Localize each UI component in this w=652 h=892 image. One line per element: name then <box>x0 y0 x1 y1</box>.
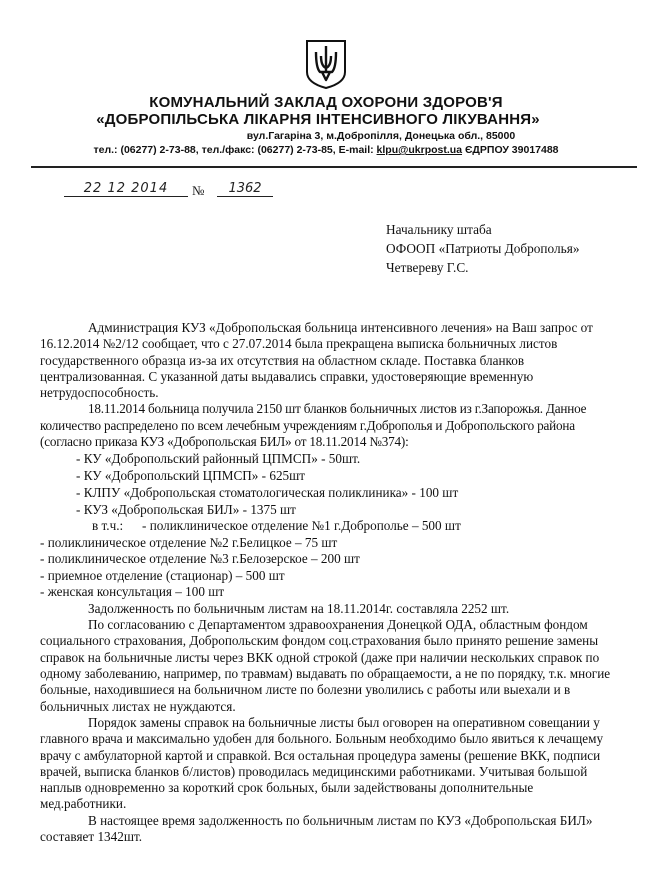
including-label: в т.ч.: <box>92 518 124 534</box>
org-name-line1: КОМУНАЛЬНИЙ ЗАКЛАД ОХОРОНИ ЗДОРОВ'Я <box>149 94 503 111</box>
addressee-line: Начальнику штаба <box>386 222 492 237</box>
org-address: вул.Гагаріна 3, м.Добропілля, Донецька обл., 85000 <box>246 130 516 142</box>
addressee-block <box>386 220 580 277</box>
coat-of-arms-icon <box>304 38 348 90</box>
paragraph: Задолженность по больничным листам на 18.11.2014г. составляла 2252 шт. <box>88 600 510 616</box>
list-item: - КУЗ «Добропольская БИЛ» - 1375 шт <box>76 502 296 518</box>
letter-body <box>40 320 618 845</box>
registration-number: 1362 <box>217 181 273 197</box>
paragraph: В настоящее время задолженность по больничным листам по КУЗ «Добропольская БИЛ» составяет 1342шт. <box>40 812 593 845</box>
sublist-item <box>40 518 618 535</box>
registration-date: 22 12 2014 <box>64 181 188 197</box>
paragraph: Порядок замены справок на больничные листы был оговорен на оперативном совещании у главного врача и максимально удобен для больного. Больным необходимо было явиться к лечащему врачу с амбулаторной картой и справкой. Вся остальная процедура замены (решение ВКК, подписи врачей, выписка бланков б/листов) проводилась медицинскими работниками. Учитывая большой наплыв одновременно за короткий срок больных, были задействованы дополнительные мед.работники. <box>40 714 604 812</box>
paragraph: 18.11.2014 больница получила 2150 шт бланков больничных листов из г.Запорожья. Данное количество распределено по всем лечебным учреждениям г.Доброполья и Добропольского района (согласно приказа КУЗ «Добропольская БИЛ» от 18.11.2014 №374): <box>40 401 587 450</box>
sublist-item: - поликлиническое отделение №2 г.Белицкое – 75 шт <box>40 534 338 550</box>
sublist-item: - поликлиническое отделение №3 г.Белозерское – 200 шт <box>40 551 360 567</box>
sublist-item: - приемное отделение (стационар) – 500 шт <box>40 567 285 583</box>
contacts-phones: тел.: (06277) 2-73-88, тел./факс: (06277) 2-73-85, E-mail: <box>93 144 377 156</box>
registration-number-label: № <box>192 183 205 198</box>
edrpou-code: ЄДРПОУ 39017488 <box>462 144 559 156</box>
email-link[interactable]: klpu@ukrpost.ua <box>376 144 463 156</box>
paragraph: По согласованию с Департаментом здравоохранения Донецкой ОДА, областным фондом социального страхования, Добропольским фондом соц.страхования было принято решение замены справок на больничные листы через ВКК одной строкой (даже при наличии нескольких справок по одному заболеванию, например, по травмам) выдавать по обращаемости, а не по порядку, т.к. многие больные, находившиеся на больничном листе по болезни уволились с работы или выехали и в больничных листах не нуждаются. <box>40 617 611 714</box>
addressee-line: ОФООП «Патриоты Доброполья» <box>386 241 580 256</box>
registration-line <box>34 181 262 201</box>
org-contacts <box>0 144 652 156</box>
addressee-line: Четвереву Г.С. <box>386 260 469 275</box>
list-item: - КУ «Добропольский районный ЦПМСП» - 50шт. <box>76 451 361 467</box>
org-name-line2: «ДОБРОПІЛЬСЬКА ЛІКАРНЯ ІНТЕНСИВНОГО ЛІКУВАННЯ» <box>96 111 540 128</box>
sublist-item: - женская консультация – 100 шт <box>40 584 225 600</box>
sublist-text: - поликлиническое отделение №1 г.Доброполье – 500 шт <box>142 518 461 534</box>
list-item: - КУ «Добропольский ЦПМСП» - 625шт <box>76 468 306 484</box>
list-item: - КЛПУ «Добропольская стоматологическая поликлиника» - 100 шт <box>76 485 459 501</box>
header-divider <box>31 166 637 168</box>
paragraph: Администрация КУЗ «Добропольская больница интенсивного лечения» на Ваш запрос от 16.12.2014 №2/12 сообщает, что с 27.07.2014 была прекращена выписка больничных листов государственного образца из-за их отсутствия на областном складе. Поставка бланков централизованная. С указанной даты выдавались справки, удостоверяющие временную нетрудоспособность. <box>40 320 593 401</box>
